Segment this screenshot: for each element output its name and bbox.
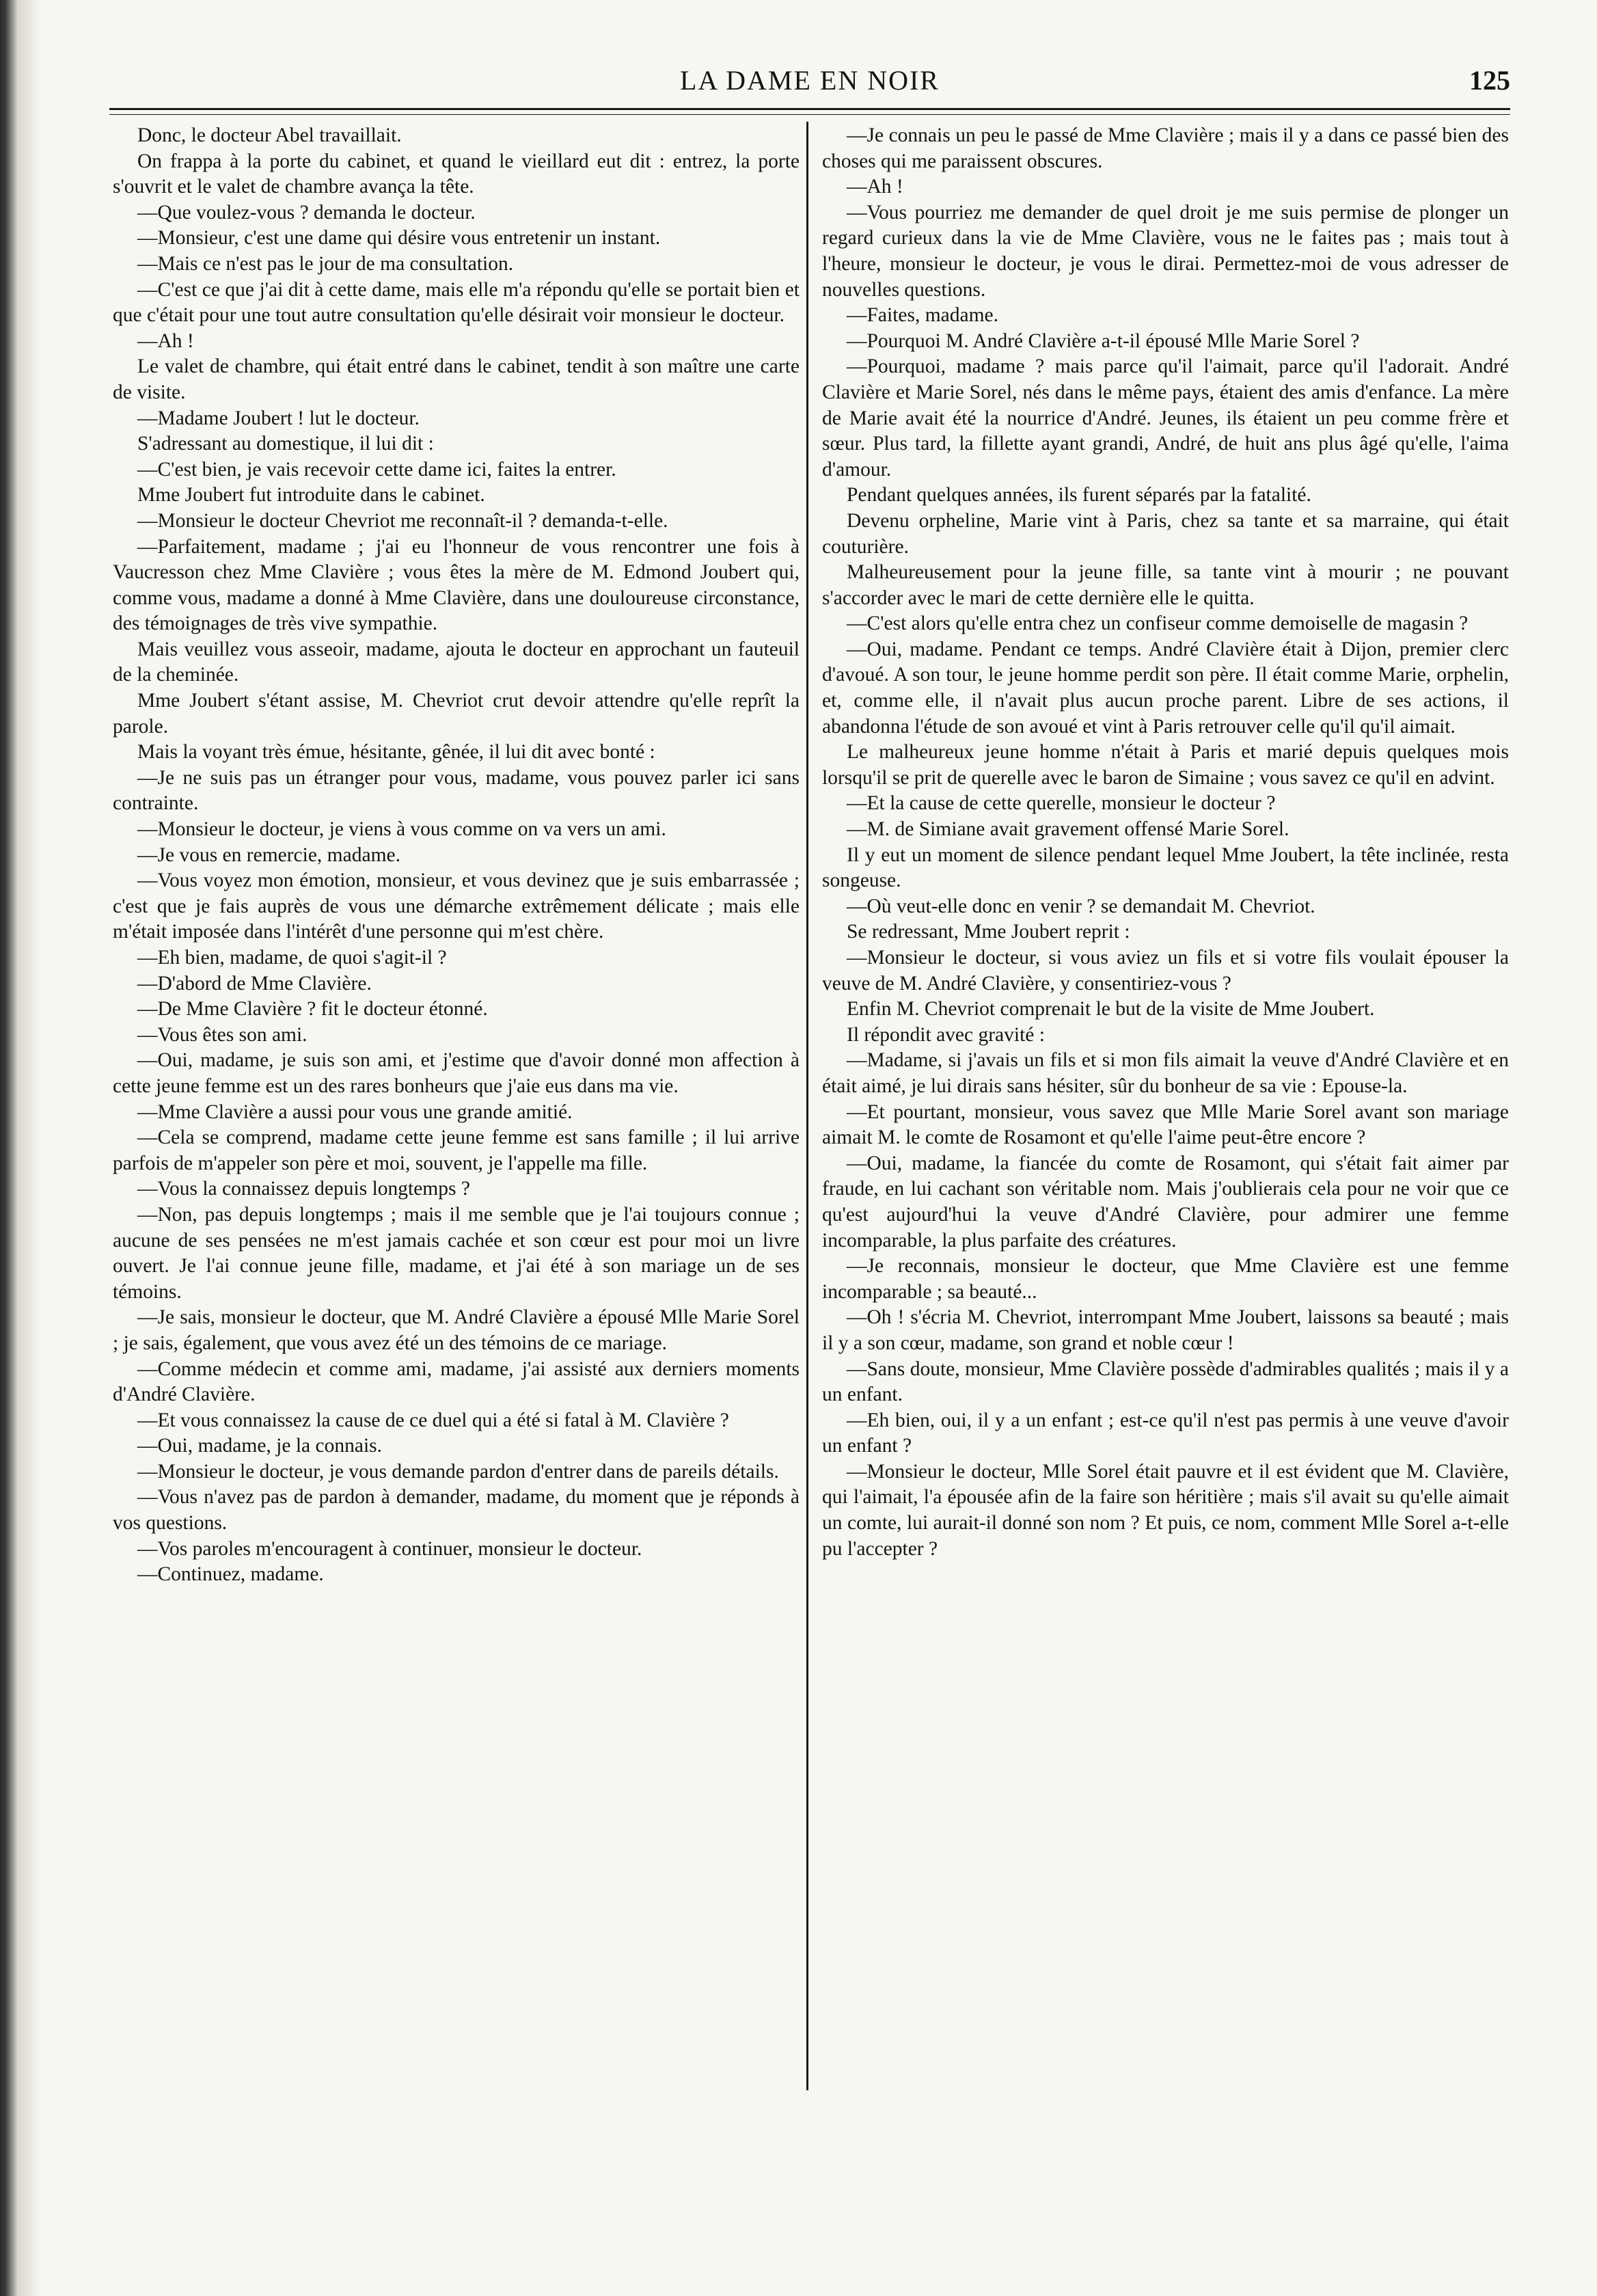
paragraph: —Pourquoi M. André Clavière a-t-il épousé Mlle Marie Sorel ? [847,329,1360,352]
paragraph: —Mais ce n'est pas le jour de ma consultation. [137,252,514,275]
paragraph: —Monsieur le docteur Chevriot me reconnaît-il ? demanda-t-elle. [137,509,668,532]
paragraph: —Vos paroles m'encouragent à continuer, monsieur le docteur. [137,1537,642,1560]
paragraph: —De Mme Clavière ? fit le docteur étonné. [137,998,488,1021]
paragraph: Devenu orpheline, Marie vint à Paris, chez sa tante et sa marraine, qui était couturière. [822,509,1509,558]
paragraph: —Je vous en remercie, madame. [137,843,400,866]
paragraph: —Cela se comprend, madame cette jeune femme est sans famille ; il lui arrive parfois de m'appeler son père et moi, souvent, je l'appelle ma fille. [113,1126,800,1174]
paragraph: —Vous voyez mon émotion, monsieur, et vous devinez que je suis embarrassée ; c'est que je fais auprès de vous une démarche extrêmement délicate ; mais elle m'était imposée dans l'intérêt d'une personne qui m'est chère. [113,869,800,943]
paragraph: Pendant quelques années, ils furent séparés par la fatalité. [847,484,1311,507]
paragraph: —Pourquoi, madame ? mais parce qu'il l'aimait, parce qu'il l'adorait. André Clavière et Marie Sorel, nés dans le même pays, étaient des amis d'enfance. La mère de Marie avait été la nourrice d'André. Jeunes, ils étaient un peu comme frère et sœur. Plus tard, la fillette ayant grandi, André, de huit ans plus âgé qu'elle, l'aima d'amour. [822,355,1509,481]
paragraph: —Et la cause de cette querelle, monsieur le docteur ? [847,792,1276,815]
paragraph: Mme Joubert s'étant assise, M. Chevriot crut devoir attendre qu'elle reprît la parole. [113,690,800,738]
paragraph: —Vous pourriez me demander de quel droit je me suis permise de plonger un regard curieux dans la vie de Mme Clavière, vous ne le faites pas ; mais tout à l'heure, monsieur le docteur, je vous le dirai. Permettez-moi de vous adresser de nouvelles questions. [822,201,1509,301]
paragraph: —Sans doute, monsieur, Mme Clavière possède d'admirables qualités ; mais il y a un enfant. [822,1358,1509,1406]
paragraph: Il y eut un moment de silence pendant lequel Mme Joubert, la tête inclinée, resta songeuse. [822,843,1509,892]
paragraph: —Oui, madame, je la connais. [137,1435,382,1457]
paragraph: —D'abord de Mme Clavière. [137,972,372,995]
paragraph: Donc, le docteur Abel travaillait. [137,124,402,146]
paragraph: —M. de Simiane avait gravement offensé Marie Sorel. [847,818,1289,841]
paragraph: —Je ne suis pas un étranger pour vous, madame, vous pouvez parler ici sans contrainte. [113,766,800,815]
paragraph: —Madame Joubert ! lut le docteur. [137,407,420,429]
paragraph: —Où veut-elle donc en venir ? se demandait M. Chevriot. [847,895,1315,917]
paragraph: Il répondit avec gravité : [847,1023,1045,1046]
paragraph: —Oh ! s'écria M. Chevriot, interrompant Mme Joubert, laissons sa beauté ; mais il y a son cœur, madame, son grand et noble cœur ! [822,1306,1509,1354]
paragraph: —Vous la connaissez depuis longtemps ? [137,1178,470,1200]
header-rule-thin [109,114,1510,115]
page-header [109,60,1510,108]
paragraph: —Parfaitement, madame ; j'ai eu l'honneur de vous rencontrer une fois à Vaucresson chez Mme Clavière ; vous êtes la mère de M. Edmond Joubert qui, comme vous, madame a donné à Mme Clavière, dans une douloureuse circonstance, des témoignages de très vive sympathie. [113,535,800,635]
paragraph: —Je reconnais, monsieur le docteur, que Mme Clavière est une femme incomparable ; sa beauté... [822,1255,1509,1303]
paragraph: S'adressant au domestique, il lui dit : [137,433,434,455]
paragraph: Se redressant, Mme Joubert reprit : [847,921,1130,943]
paragraph: —Oui, madame. Pendant ce temps. André Clavière était à Dijon, premier clerc d'avoué. A son tour, le jeune homme perdit son père. Il était comme Marie, orphelin, et, comme elle, il n'avait plus aucun proche parent. Libre de ses actions, il abandonna l'étude de son avoué et vint à Paris retrouver celle qu'il qu'il aimait. [822,638,1509,738]
paragraph: On frappa à la porte du cabinet, et quand le vieillard eut dit : entrez, la porte s'ouvrit et le valet de chambre avança la tête. [113,150,800,198]
paragraph: —Eh bien, madame, de quoi s'agit-il ? [137,947,447,969]
paragraph: —Monsieur le docteur, je viens à vous comme on va vers un ami. [137,818,666,841]
paragraph: —Et pourtant, monsieur, vous savez que Mlle Marie Sorel avant son mariage aimait M. le comte de Rosamont et qu'elle l'aime peut-être encore ? [822,1100,1509,1149]
paragraph: —Ah ! [137,329,194,352]
paragraph: —Je connais un peu le passé de Mme Clavière ; mais il y a dans ce passé bien des choses qui me paraissent obscures. [822,124,1509,172]
paragraph: —C'est ce que j'ai dit à cette dame, mais elle m'a répondu qu'elle se portait bien et que c'était pour une tout autre consultation qu'elle désirait voir monsieur le docteur. [113,278,800,327]
paragraph: —C'est bien, je vais recevoir cette dame ici, faites la entrer. [137,458,616,481]
paragraph: —Vous n'avez pas de pardon à demander, madame, du moment que je réponds à vos questions. [113,1486,800,1535]
paragraph: Le valet de chambre, qui était entré dans le cabinet, tendit à son maître une carte de visite. [113,355,800,403]
paragraph: Malheureusement pour la jeune fille, sa tante vint à mourir ; ne pouvant s'accorder avec le mari de cette dernière elle le quitta. [822,561,1509,609]
page-number: 125 [1469,65,1510,96]
paragraph: —Oui, madame, je suis son ami, et j'estime que d'avoir donné mon affection à cette jeune femme est un des rares bonheurs que j'aie eus dans ma vie. [113,1049,800,1097]
paragraph: —Comme médecin et comme ami, madame, j'ai assisté aux derniers moments d'André Clavière. [113,1358,800,1406]
paragraph: —Vous êtes son ami. [137,1023,308,1046]
paragraph: —Madame, si j'avais un fils et si mon fils aimait la veuve d'André Clavière et en était aimé, je lui dirais sans hésiter, sûr du bonheur de sa vie : Epouse-la. [822,1049,1509,1097]
right-column [822,123,1509,2092]
paragraph: —Non, pas depuis longtemps ; mais il me semble que je l'ai toujours connue ; aucune de ses pensées ne m'est jamais cachée et son cœur est pour moi un livre ouvert. Je l'ai connue jeune fille, madame, et j'ai été à son mariage un de ses témoins. [113,1203,800,1303]
running-title: LA DAME EN NOIR [680,65,940,96]
scan-binding-edge [0,0,48,2296]
paragraph: —Eh bien, oui, il y a un enfant ; est-ce qu'il n'est pas permis à une veuve d'avoir un enfant ? [822,1409,1509,1457]
paragraph: Le malheureux jeune homme n'était à Paris et marié depuis quelques mois lorsqu'il se prit de querelle avec le baron de Simaine ; vous savez ce qu'il en advint. [822,741,1509,789]
paragraph: —Mme Clavière a aussi pour vous une grande amitié. [137,1100,573,1123]
paragraph: Enfin M. Chevriot comprenait le but de la visite de Mme Joubert. [847,998,1375,1021]
paragraph: —Continuez, madame. [137,1563,324,1586]
paragraph: Mme Joubert fut introduite dans le cabinet. [137,484,485,507]
header-rule [109,108,1510,110]
paragraph: —Que voulez-vous ? demanda le docteur. [137,201,476,224]
paragraph: Mais la voyant très émue, hésitante, gênée, il lui dit avec bonté : [137,741,655,764]
paragraph: —Monsieur le docteur, Mlle Sorel était pauvre et il est évident que M. Clavière, qui l'aimait, l'a épousée afin de la faire son héritière ; mais s'il avait su qu'elle aimait un comte, lui aurait-il donné son nom ? Et puis, ce nom, comment Mlle Sorel a-t-elle pu l'accepter ? [822,1460,1509,1560]
paragraph: —Monsieur, c'est une dame qui désire vous entretenir un instant. [137,227,661,249]
paragraph: —Oui, madame, la fiancée du comte de Rosamont, qui s'était fait aimer par fraude, en lui cachant son véritable nom. Mais j'oublierais cela pour ne voir que ce qu'est aujourd'hui la veuve d'André Clavière, pour admirer une femme incomparable, la plus parfaite des créatures. [822,1152,1509,1252]
left-column [113,123,800,2092]
column-divider [806,122,808,2090]
paragraph: —C'est alors qu'elle entra chez un confiseur comme demoiselle de magasin ? [847,612,1469,635]
paragraph: —Monsieur le docteur, si vous aviez un fils et si votre fils voulait épouser la veuve de M. André Clavière, y consentiriez-vous ? [822,947,1509,995]
paragraph: Mais veuillez vous asseoir, madame, ajouta le docteur en approchant un fauteuil de la cheminée. [113,638,800,686]
paragraph: —Monsieur le docteur, je vous demande pardon d'entrer dans de pareils détails. [137,1460,779,1483]
paragraph: —Et vous connaissez la cause de ce duel qui a été si fatal à M. Clavière ? [137,1409,729,1431]
paragraph: —Ah ! [847,176,903,198]
paragraph: —Je sais, monsieur le docteur, que M. André Clavière a épousé Mlle Marie Sorel ; je sais, également, que vous avez été un des témoins de ce mariage. [113,1306,800,1354]
paragraph: —Faites, madame. [847,304,999,327]
